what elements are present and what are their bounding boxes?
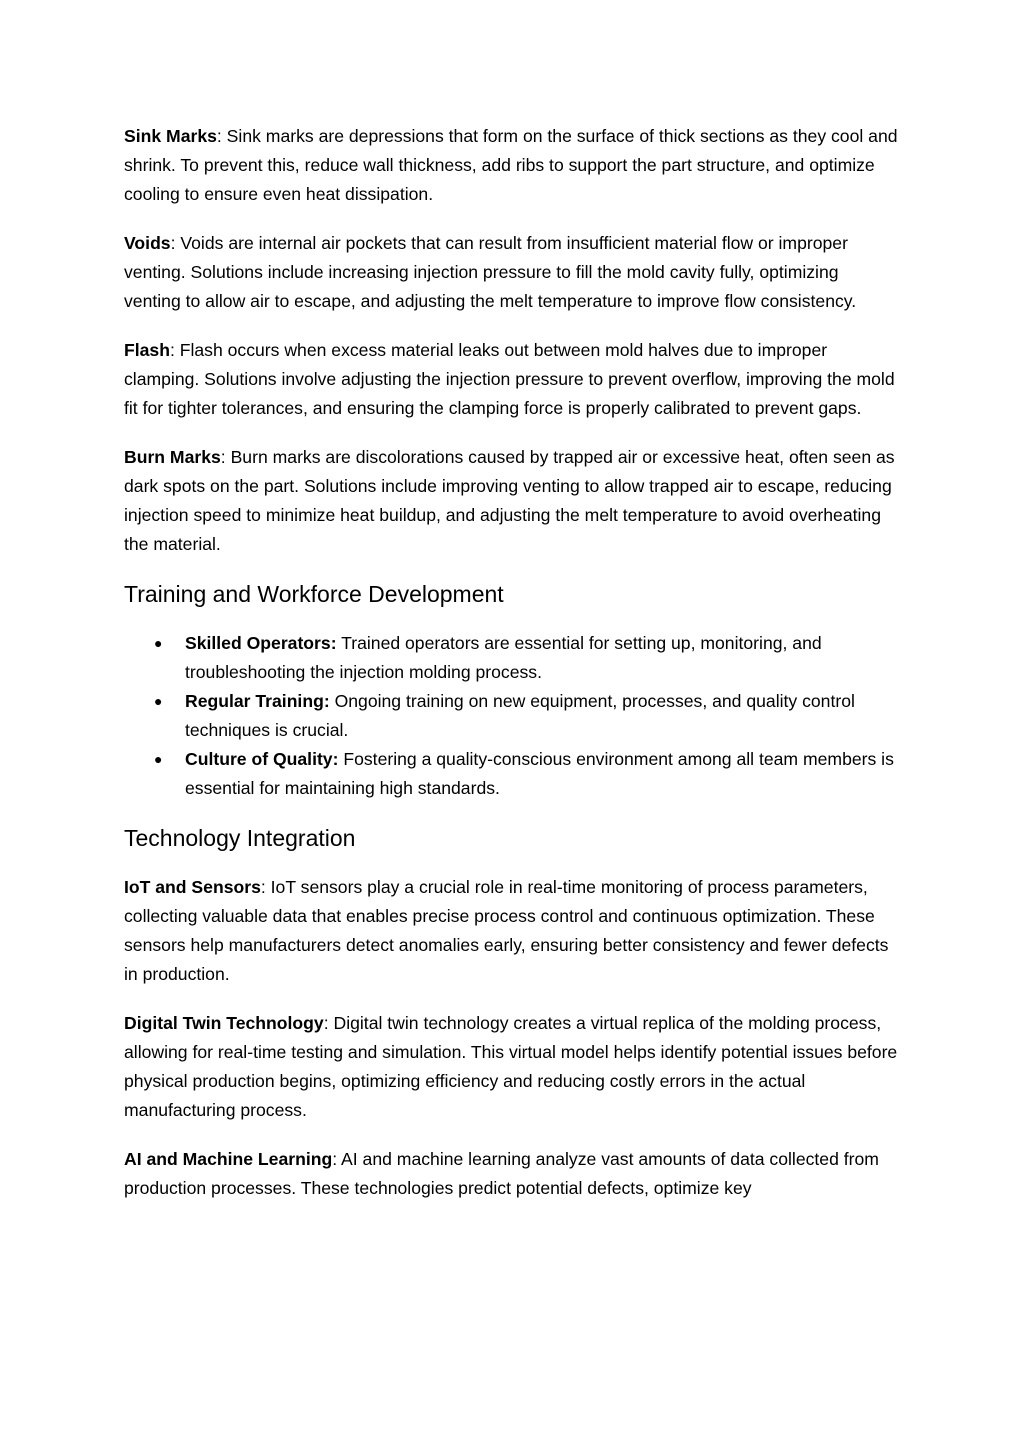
section-heading-training: Training and Workforce Development <box>124 581 504 607</box>
paragraph-text: : Sink marks are depressions that form on the surface of thick sections as they cool and shrink. To prevent this, reduce wall thickness, add ribs to support the part structure, and optimize cooling to ensure even heat dissipation. <box>124 126 898 204</box>
list-item <box>124 629 900 687</box>
term-label: Burn Marks <box>124 447 221 467</box>
term-label: Regular Training: <box>185 691 330 711</box>
paragraph-sink-marks <box>124 122 900 209</box>
paragraph-voids <box>124 229 900 316</box>
paragraph-flash <box>124 336 900 423</box>
paragraph-text: : Flash occurs when excess material leaks out between mold halves due to improper clamping. Solutions involve adjusting the injection pressure to prevent overflow, improving the mold fit for tighter tolerances, and ensuring the clamping force is properly calibrated to prevent gaps. <box>124 340 895 418</box>
term-label: Flash <box>124 340 170 360</box>
paragraph-digital-twin <box>124 1009 900 1125</box>
section-heading-technology: Technology Integration <box>124 825 356 851</box>
term-label: Sink Marks <box>124 126 217 146</box>
paragraph-ai-ml <box>124 1145 900 1203</box>
paragraph-text: : Burn marks are discolorations caused by trapped air or excessive heat, often seen as dark spots on the part. Solutions include improving venting to allow trapped air to escape, reducing injection speed to minimize heat buildup, and adjusting the melt temperature to avoid overheating the material. <box>124 447 895 554</box>
paragraph-text: : Digital twin technology creates a virtual replica of the molding process, allowing for real-time testing and simulation. This virtual model helps identify potential issues before physical production begins, optimizing efficiency and reducing costly errors in the actual manufacturing process. <box>124 1013 898 1120</box>
paragraph-text: : AI and machine learning analyze vast amounts of data collected from production processes. These technologies predict potential defects, optimize key <box>124 1149 879 1198</box>
term-label: AI and Machine Learning <box>124 1149 333 1169</box>
bullet-icon: ● <box>154 751 163 767</box>
paragraph-burn-marks <box>124 443 900 559</box>
list-item <box>124 687 900 745</box>
term-label: Skilled Operators: <box>185 633 337 653</box>
bullet-icon: ● <box>154 693 163 709</box>
term-label: Voids <box>124 233 171 253</box>
list-item <box>124 745 900 803</box>
training-bullet-list <box>124 629 900 803</box>
list-item-text: Ongoing training on new equipment, processes, and quality control techniques is crucial. <box>185 691 855 740</box>
list-item-text: Trained operators are essential for setting up, monitoring, and troubleshooting the injection molding process. <box>185 633 822 682</box>
bullet-icon: ● <box>154 635 163 651</box>
term-label: IoT and Sensors <box>124 877 261 897</box>
document-page <box>124 122 900 1223</box>
paragraph-text: : IoT sensors play a crucial role in real-time monitoring of process parameters, collecting valuable data that enables precise process control and continuous optimization. These sensors help manufacturers detect anomalies early, ensuring better consistency and fewer defects in production. <box>124 877 889 984</box>
paragraph-text: : Voids are internal air pockets that can result from insufficient material flow or improper venting. Solutions include increasing injection pressure to fill the mold cavity fully, optimizing venting to allow air to escape, and adjusting the melt temperature to improve flow consistency. <box>124 233 857 311</box>
paragraph-iot-sensors <box>124 873 900 989</box>
term-label: Digital Twin Technology <box>124 1013 324 1033</box>
term-label: Culture of Quality: <box>185 749 339 769</box>
list-item-text: Fostering a quality-conscious environment among all team members is essential for maintaining high standards. <box>185 749 894 798</box>
